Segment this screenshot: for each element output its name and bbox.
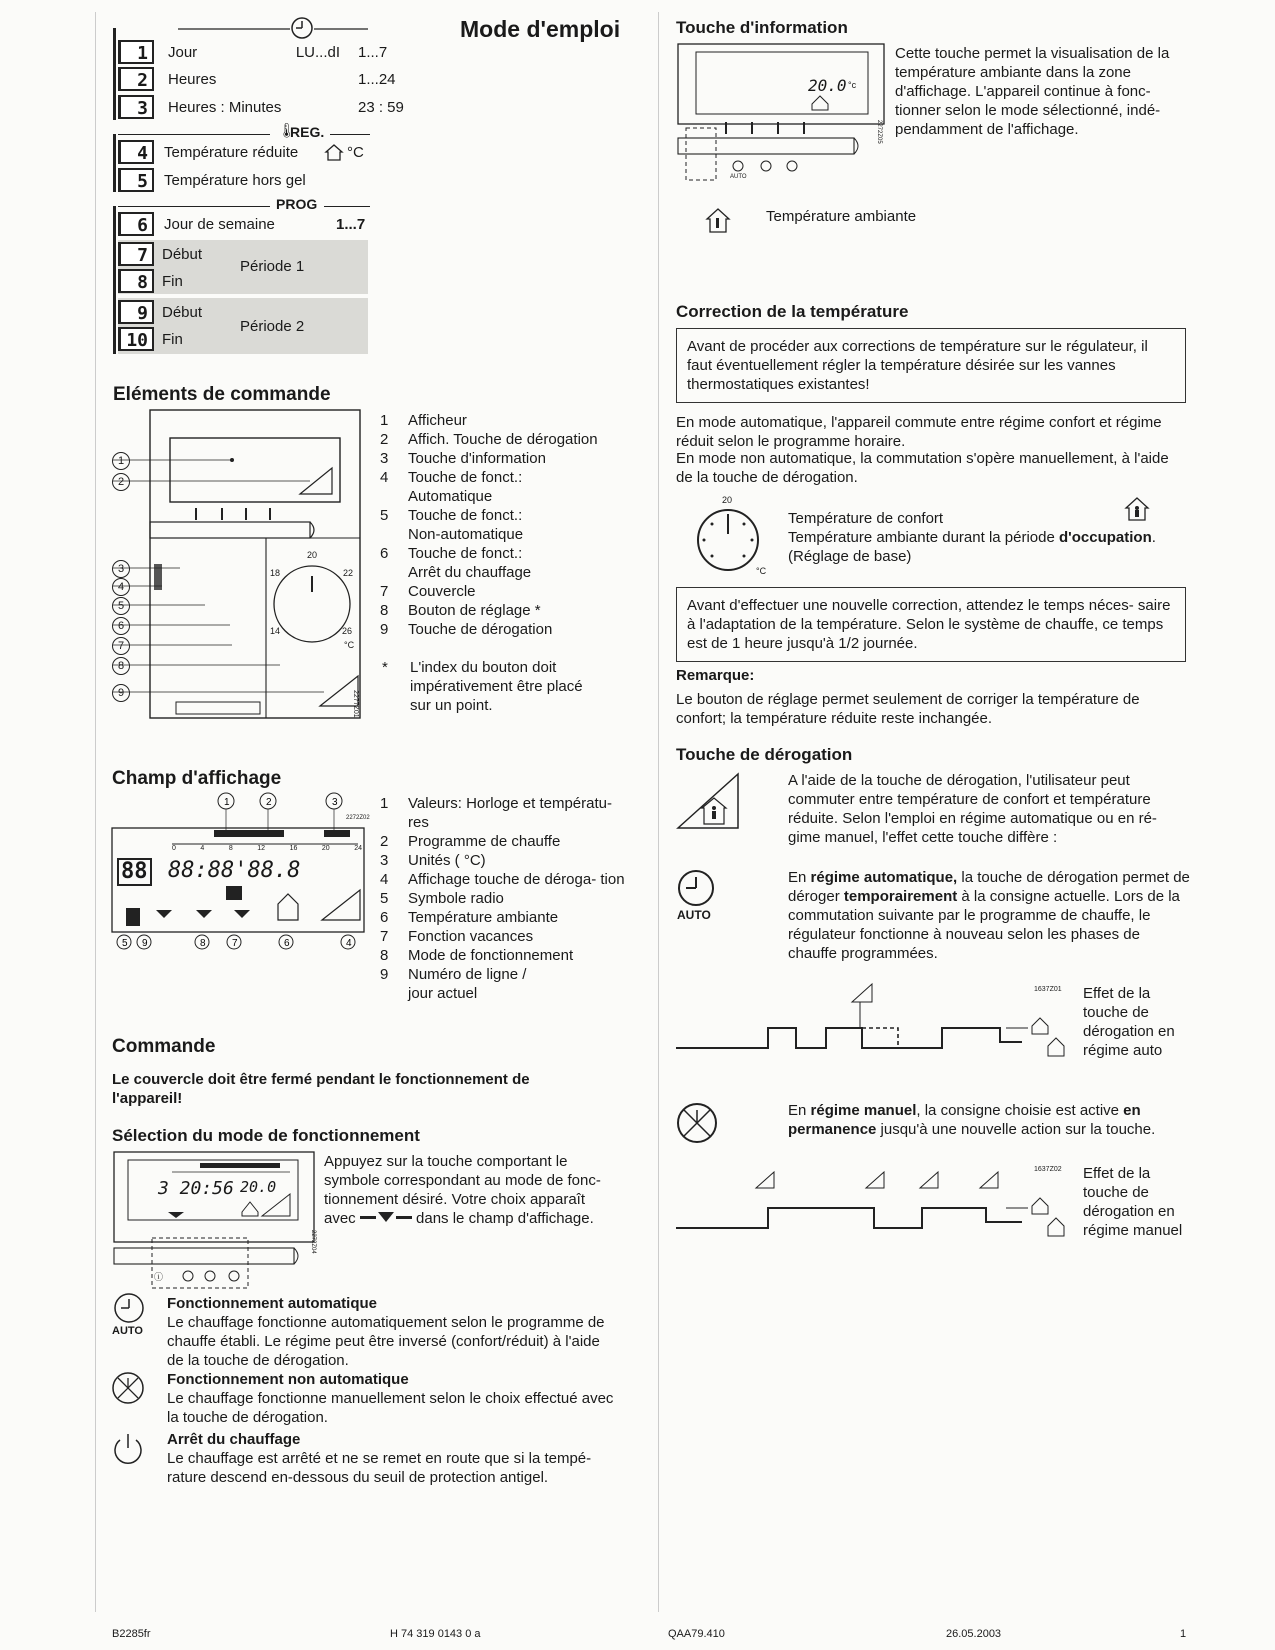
period-name: Période 1 [240, 258, 305, 275]
list-item: 9 Touche de dérogation [380, 621, 553, 638]
param-number: 3 [118, 95, 154, 119]
list-item: 9 Numéro de ligne / jour actuel [380, 966, 527, 1002]
list-item: 8 Mode de fonctionnement [380, 947, 574, 964]
mode-title: Fonctionnement non automatique [167, 1371, 409, 1388]
dial-tick-22: 22 [343, 568, 354, 578]
param-label: Heures [168, 70, 217, 88]
auto-label: AUTO [112, 1325, 143, 1337]
param-number: 7 [118, 242, 154, 266]
derogation-intro: A l'aide de la touche de dérogation, l'utilisateur peut commuter entre température de confort et température réduite. Selon l'emploi en régime automatique ou en ré- gime manuel, l'effet cette touche diffère : [788, 772, 1157, 846]
clock-icon [112, 1292, 146, 1326]
callout: 7 [112, 637, 130, 655]
param-number: 9 [118, 300, 154, 324]
callout: 4 [112, 578, 130, 596]
svg-text:5: 5 [122, 938, 128, 949]
dial-tick-20: 20 [307, 550, 318, 560]
display-axis: 0 4 8 12 16 20 24 [172, 845, 362, 852]
dial-tick-18: 18 [270, 568, 281, 578]
reg-label: REG. [290, 124, 325, 140]
auto-derogation-graph [676, 980, 1076, 1060]
footer-ref: H 74 319 0143 0 a [390, 1628, 481, 1640]
mode-off [167, 1430, 617, 1487]
param-number: 5 [118, 168, 154, 192]
param-number: 10 [118, 327, 154, 351]
elements-list [380, 411, 640, 639]
list-item: 6 Touche de fonct.: Arrêt du chauffage [380, 545, 532, 581]
list-item: 2 Affich. Touche de dérogation [380, 431, 598, 448]
info-heading: Touche d'information [676, 18, 848, 37]
mode-code: 2272Z04 [310, 1230, 316, 1254]
note-text: L'index du bouton doit impérativement être placé sur un point. [410, 659, 583, 714]
graph-2-code: 1637Z02 [1034, 1166, 1062, 1173]
correction-box-1: Avant de procéder aux corrections de température sur le régulateur, il faut éventuellement régler la température désirée sur les vannes thermostatiques existantes! [676, 328, 1186, 403]
info-auto-label: AUTO [730, 174, 747, 180]
remark-title: Remarque: [676, 667, 755, 684]
param-unit: °C [347, 143, 364, 161]
param-row [118, 212, 365, 236]
comfort-text [788, 509, 1188, 566]
mode-heading: Sélection du mode de fonctionnement [112, 1126, 420, 1145]
param-label: Heures : Minutes [168, 98, 282, 116]
display-list [380, 794, 630, 1003]
param-label: Température réduite [164, 143, 299, 161]
clock-group-bracket [113, 28, 116, 120]
info-code: 2272Z05 [876, 120, 882, 144]
param-row [118, 67, 408, 91]
derogation-auto-text: En régime automatique, la touche de dérogation permet de déroger temporairement à la consigne actuelle. Lors de la commutation suivante par le programme de chauffe, le régulateur fonctionne à nouveau selon les phases de chauffe programmées. [788, 869, 1190, 962]
lcd-line-number: 88 [117, 858, 152, 886]
list-item: 1 Afficheur [380, 412, 467, 429]
footer-doc: B2285fr [112, 1628, 151, 1640]
period-start-label: Début [162, 245, 203, 263]
svg-text:1: 1 [224, 797, 230, 808]
callout: 3 [112, 560, 130, 578]
footer-page: 1 [1180, 1628, 1187, 1640]
display-heading: Champ d'affichage [112, 768, 282, 789]
lcd-main-value: 88:88'88.8 [168, 858, 301, 883]
graph-1-caption: Effet de la touche de dérogation en régime auto [1083, 985, 1175, 1059]
info-diagram [676, 42, 888, 182]
manual-derogation-graph [676, 1160, 1076, 1240]
comfort-dial-icon [690, 504, 766, 574]
list-item: 7 Fonction vacances [380, 928, 534, 945]
mode-diagram [110, 1150, 320, 1290]
param-label: Température hors gel [164, 171, 306, 189]
display-code: 2272Z02 [346, 815, 370, 821]
power-icon [110, 1430, 146, 1466]
clock-icon [676, 868, 716, 908]
param-number: 2 [118, 67, 154, 91]
footer-date: 26.05.2003 [946, 1628, 1002, 1640]
mode-manual [167, 1370, 617, 1427]
correction-box-2: Avant d'effectuer une nouvelle correction, attendez le temps néces- saire à l'adaptation de la température. Selon le système de chauffe, ce temps est de 1 heure jusqu'à 1/2 journée. [676, 587, 1186, 662]
param-number: 8 [118, 269, 154, 293]
mode-lcd-temp: 20.0 [240, 1178, 277, 1196]
elements-heading: Eléments de commande [113, 384, 331, 405]
callout: 9 [112, 684, 130, 702]
list-item: 4 Touche de fonct.: Automatique [380, 469, 523, 505]
dial-tick-26: 26 [342, 626, 353, 636]
mode-indicator-icon [360, 1211, 412, 1223]
mode-desc: Le chauffage fonctionne manuellement selon le choix effectué avec la touche de dérogation. [167, 1390, 614, 1426]
svg-text:7: 7 [232, 938, 238, 949]
mode-desc: Le chauffage est arrêté et ne se remet en route que si la tempé- rature descend en-dessous du seuil de protection antigel. [167, 1450, 592, 1486]
mode-title: Arrêt du chauffage [167, 1431, 301, 1448]
param-label: Jour de semaine [164, 215, 275, 233]
callout: 1 [112, 452, 130, 470]
info-legend: Température ambiante [766, 208, 917, 225]
graph-2-caption: Effet de la touche de dérogation en régime manuel [1083, 1165, 1183, 1239]
param-row [118, 300, 202, 324]
param-value: 1...24 [358, 70, 396, 88]
auto-label: AUTO [677, 908, 711, 922]
param-number: 6 [118, 212, 154, 236]
svg-text:4: 4 [346, 938, 352, 949]
comfort-base: (Réglage de base) [788, 548, 912, 565]
clock-group-header [118, 16, 373, 40]
commande-heading: Commande [112, 1036, 216, 1057]
mode-auto [167, 1294, 617, 1370]
param-value: 1...7 [358, 43, 388, 61]
graph-1-code: 1637Z01 [1034, 986, 1062, 993]
param-row [118, 168, 306, 192]
dial-tick-unit: °C [344, 640, 355, 650]
mode-desc: Le chauffage fonctionne automatiquement selon le programme de chauffe établi. Le régime peut être inversé (confort/réduit) à l'aide de la touche de dérogation. [167, 1314, 605, 1369]
list-item: 4 Affichage touche de déroga- tion [380, 871, 625, 888]
period-start-label: Début [162, 303, 203, 321]
param-row [118, 140, 364, 164]
svg-text:6: 6 [284, 938, 290, 949]
list-item: 6 Température ambiante [380, 909, 559, 926]
list-item: 5 Symbole radio [380, 890, 504, 907]
param-number: 1 [118, 40, 154, 64]
list-item: 5 Touche de fonct.: Non-automatique [380, 507, 524, 543]
reg-group-bracket [113, 134, 116, 192]
info-text: Cette touche permet la visualisation de la température ambiante dans la zone d'affichage. L'appareil continue à fonc- tionner selon le mode sélectionné, indé- pendamment de l'affichage. [895, 45, 1170, 138]
svg-text:8: 8 [200, 938, 206, 949]
callout: 5 [112, 597, 130, 615]
comfort-title: Température de confort [788, 510, 944, 527]
remark-text: Le bouton de réglage permet seulement de corriger la température de confort; la température réduite reste inchangée. [676, 691, 1140, 727]
note-star: * [382, 659, 388, 676]
callout: 6 [112, 617, 130, 635]
mode-lcd-time: 3 20:56 [158, 1178, 234, 1199]
list-item: 2 Programme de chauffe [380, 833, 561, 850]
derogation-button-icon [676, 770, 740, 830]
period-name: Période 2 [240, 318, 305, 335]
device-diagram [110, 408, 365, 720]
prog-label: PROG [276, 196, 318, 212]
room-temperature-icon [704, 206, 732, 234]
list-item: 3 Unités ( °C) [380, 852, 486, 869]
svg-text:2: 2 [266, 797, 272, 808]
info-lcd-value: 20.0 [808, 76, 847, 95]
param-row [118, 95, 408, 119]
list-item: 1 Valeurs: Horloge et températu- res [380, 795, 612, 831]
footer-model: QAA79.410 [668, 1628, 725, 1640]
prog-group-bracket [113, 206, 116, 354]
param-number: 4 [118, 140, 154, 164]
correction-heading: Correction de la température [676, 302, 909, 321]
param-value: 1...7 [336, 215, 366, 233]
commande-warning: Le couvercle doit être fermé pendant le fonctionnement de l'appareil! [112, 1071, 530, 1107]
house-icon [324, 143, 344, 161]
param-label: Jour [168, 43, 198, 61]
period-end-label: Fin [162, 330, 183, 348]
period-end-label: Fin [162, 272, 183, 290]
derogation-heading: Touche de dérogation [676, 745, 853, 764]
param-row [118, 242, 202, 266]
list-item: 3 Touche d'information [380, 450, 546, 467]
info-lcd-unit: °c [848, 80, 857, 90]
param-row [118, 269, 183, 293]
manual-icon [674, 1100, 720, 1146]
list-item: 8 Bouton de réglage * [380, 602, 541, 619]
comfort-dial-top: 20 [722, 495, 733, 505]
column-divider [658, 12, 659, 1612]
param-value: 23 : 59 [358, 98, 404, 116]
correction-p1: En mode automatique, l'appareil commute entre régime confort et régime réduit selon le programme horaire. [676, 414, 1162, 450]
param-range: LU...dI [295, 43, 340, 61]
param-row [118, 327, 183, 351]
list-item: 7 Couvercle [380, 583, 476, 600]
svg-text:9: 9 [142, 938, 148, 949]
svg-text:ⓘ: ⓘ [154, 1272, 164, 1282]
comfort-dial-unit: °C [756, 566, 767, 576]
correction-p2: En mode non automatique, la commutation s'opère manuellement, à l'aide de la touche de dérogation. [676, 450, 1169, 486]
mode-text: Appuyez sur la touche comportant le symbole correspondant au mode de fonc- tionnement désiré. Votre choix apparaît avec dans le champ d'affichage. [324, 1153, 601, 1227]
dial-tick-14: 14 [270, 626, 281, 636]
callout: 8 [112, 657, 130, 675]
callout: 2 [112, 473, 130, 491]
diagram-code: 2277Z01 [352, 690, 359, 718]
comfort-desc: Température ambiante durant la période d'occupation. [788, 529, 1156, 546]
mode-title: Fonctionnement automatique [167, 1295, 377, 1312]
derogation-manual-text: En régime manuel, la consigne choisie est active en permanence jusqu'à une nouvelle action sur la touche. [788, 1102, 1156, 1138]
manual-icon [110, 1370, 146, 1406]
param-row [118, 40, 408, 64]
svg-text:3: 3 [332, 797, 338, 808]
left-margin-rule [95, 12, 96, 1612]
page-title: Mode d'emploi [460, 16, 621, 42]
thermometer-icon: 🌡 [278, 122, 296, 138]
